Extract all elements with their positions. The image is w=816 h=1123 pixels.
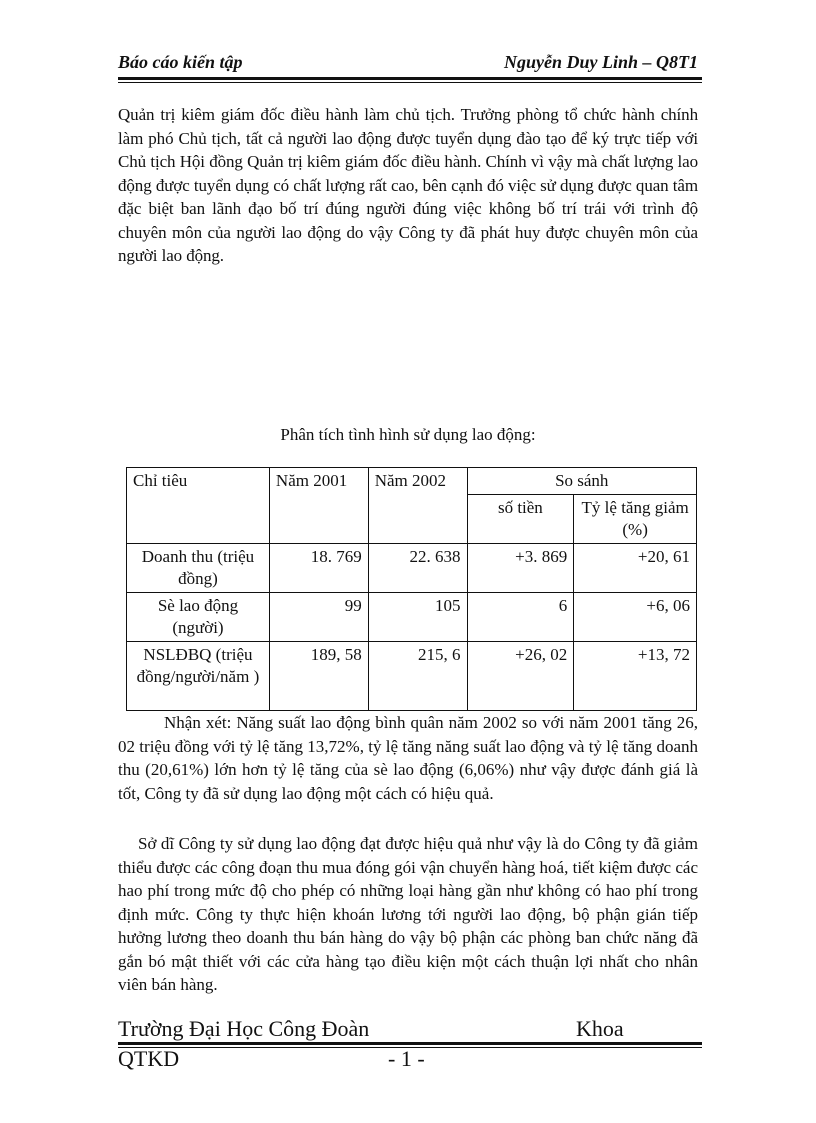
footer-faculty: Khoa bbox=[576, 1016, 624, 1041]
table-cell-indicator: Sè lao động (người) bbox=[127, 593, 270, 642]
table-cell-indicator: NSLĐBQ (triệu đồng/người/năm ) bbox=[127, 642, 270, 711]
table-cell-2001: 99 bbox=[269, 593, 368, 642]
table-cell-2002: 105 bbox=[368, 593, 467, 642]
table-header-rate: Tỷ lệ tăng giảm (%) bbox=[574, 495, 697, 544]
page-number: - 1 - bbox=[388, 1046, 425, 1071]
table-cell-2002: 22. 638 bbox=[368, 544, 467, 593]
table-caption: Phân tích tình hình sử dụng lao động: bbox=[280, 425, 536, 444]
header-report-title: Báo cáo kiến tập bbox=[118, 52, 243, 72]
table-cell-rate: +20, 61 bbox=[574, 544, 697, 593]
table-cell-amount: 6 bbox=[467, 593, 574, 642]
table-cell-rate: +6, 06 bbox=[574, 593, 697, 642]
table-cell-2001: 18. 769 bbox=[269, 544, 368, 593]
labor-analysis-table bbox=[126, 467, 697, 711]
body-paragraph-1: Quản trị kiêm giám đốc điều hành làm chủ tịch. Trưởng phòng tổ chức hành chính làm phó Chủ tịch, tất cả người lao động được tuyển dụng đào tạo để ký trực tiếp với Chủ tịch Hội đồng Quản trị kiêm giám đốc điều hành. Chính vì vậy mà chất lượng lao động được tuyển dụng có chất lượng rất cao, bên cạnh đó việc sử dụng được quan tâm đặc biệt ban lãnh đạo bố trí đúng người đúng việc không bố trí trái với trình độ chuyên môn của người lao động do vậy Công ty đã phát huy được chuyên môn của người lao động. bbox=[118, 105, 698, 265]
table-cell-2002: 215, 6 bbox=[368, 642, 467, 711]
body-paragraph-3: Sở dĩ Công ty sử dụng lao động đạt được hiệu quả như vậy là do Công ty đã giảm thiểu được các công đoạn thu mua đóng gói vận chuyển hàng hoá, tiết kiệm được các hao phí trong mức độ cho phép có những loại hàng gần như không có hao phí trong định mức. Công ty thực hiện khoán lương tới người lao động, bộ phận gián tiếp hưởng lương theo doanh thu bán hàng do vậy bộ phận các phòng ban chức năng đã gắn bó mật thiết với các cửa hàng tạo điều kiện một cách thuận lợi nhất cho nhân viên bán hàng. bbox=[118, 834, 698, 994]
table-cell-rate: +13, 72 bbox=[574, 642, 697, 711]
header-rule-thin bbox=[118, 82, 702, 83]
table-row bbox=[127, 544, 697, 593]
table-header-amount: số tiền bbox=[467, 495, 574, 544]
header-rule bbox=[118, 77, 702, 80]
table-cell-indicator: Doanh thu (triệu đồng) bbox=[127, 544, 270, 593]
table-cell-amount: +3. 869 bbox=[467, 544, 574, 593]
table-row bbox=[127, 593, 697, 642]
footer-faculty-code: QTKD bbox=[118, 1046, 180, 1071]
header-author: Nguyễn Duy Linh – Q8T1 bbox=[503, 52, 698, 72]
table-header-compare: So sánh bbox=[467, 468, 696, 495]
footer-rule bbox=[118, 1042, 702, 1045]
table-header-indicator: Chỉ tiêu bbox=[127, 468, 270, 544]
footer-university: Trường Đại Học Công Đoàn bbox=[118, 1016, 370, 1041]
table-cell-amount: +26, 02 bbox=[467, 642, 574, 711]
page-header bbox=[118, 52, 698, 76]
table-header-2002: Năm 2002 bbox=[368, 468, 467, 544]
table-row bbox=[127, 642, 697, 711]
body-paragraph-2: Nhận xét: Năng suất lao động bình quân năm 2002 so với năm 2001 tăng 26, 02 triệu đồng với tỷ lệ tăng 13,72%, tỷ lệ tăng năng suất lao động và tỷ lệ tăng doanh thu (20,61%) lớn hơn tỷ lệ tăng của sè lao động (6,06%) như vậy được đánh giá là tốt, Công ty đã sử dụng lao động một cách có hiệu quả. bbox=[118, 713, 698, 803]
table-header-row bbox=[127, 468, 697, 495]
table-cell-2001: 189, 58 bbox=[269, 642, 368, 711]
table-header-2001: Năm 2001 bbox=[269, 468, 368, 544]
